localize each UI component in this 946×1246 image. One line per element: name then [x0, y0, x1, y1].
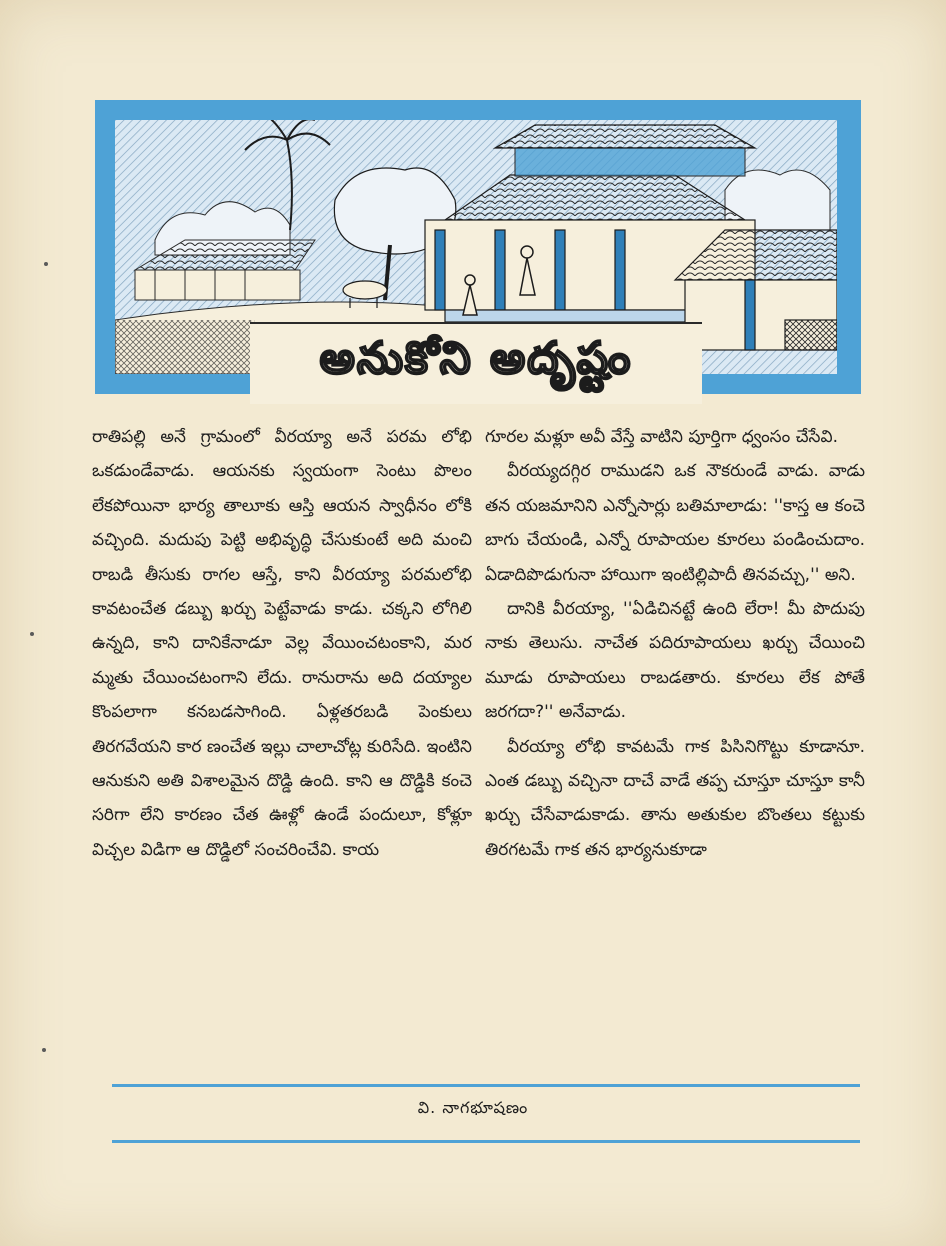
footer-rule-bottom: [112, 1140, 860, 1143]
paragraph: రాతిపల్లి అనే గ్రామంలో వీరయ్యా అనే పరమ లోభి ఒకడుండేవాడు. ఆయనకు స్వయంగా సెంటు పొలం లేకపోయినా భార్య తాలూకు ఆస్తి ఆయన స్వాధీనం లోకి వచ్చింది. మదుపు పెట్టి అభివృద్ధి చేసుకుంటే అది మంచి రాబడి తీసుకు రాగల ఆస్తే, కాని వీరయ్యా పరమలోభి కావటంచేత డబ్బు ఖర్చు పెట్టేవాడు కాడు. చక్కని లోగిలి ఉన్నది, కాని దానికేనాడూ వెల్ల వేయించటంకాని, మర మ్మతు చేయించటంగాని లేదు. రానురాను అది దయ్యాల కొంపలాగా కనబడసాగింది. ఏళ్లతరబడి పెంకులు తిరగవేయని కార ణంచేత ఇల్లు చాలాచోట్ల కురిసేది. ఇంటిని ఆనుకుని అతి విశాలమైన దొడ్డి ఉంది. కాని ఆ దొడ్డికి కంచె సరిగా లేని కారణం చేత ఊళ్లో ఉండే పందులూ, కోళ్లూ విచ్చల విడిగా ఆ దొడ్డిలో సంచరించేవి. కాయ: [92, 427, 472, 860]
paragraph: గూరల మళ్లూ అవీ వేస్తే వాటిని పూర్తిగా ధ్వంసం చేసేవి.: [485, 427, 838, 447]
story-title-box: [250, 322, 702, 404]
margin-speck: [30, 632, 34, 636]
paragraph: దానికి వీరయ్యా, ''ఏడిచినట్టే ఉంది లేరా! మీ పొదుపు నాకు తెలుసు. నాచేత పదిరూపాయలు ఖర్చు చేయించి మూడు రూపాయలు రాబడతారు. కూరలు లేక పోతే జరగదా?'' అనేవాడు.: [485, 599, 865, 723]
text-column-left: [92, 420, 472, 867]
margin-speck: [44, 262, 48, 266]
paragraph: వీరయ్యదగ్గిర రాముడని ఒక నౌకరుండే వాడు. వాడు తన యజమానిని ఎన్నోసార్లు బతిమాలాడు: ''కాస్త ఆ కంచె బాగు చేయండి, ఎన్నో రూపాయల కూరలు పండించుదాం. ఏడాదిపొడుగునా హాయిగా ఇంటిల్లిపాదీ తినవచ్చు,'' అని.: [485, 461, 865, 585]
author-name: వి. నాగభూషణం: [417, 1098, 529, 1117]
text-column-right: [485, 420, 865, 867]
margin-speck: [42, 1048, 46, 1052]
footer-rule-top: [112, 1084, 860, 1087]
story-title: అనుకోని అదృష్టం: [319, 333, 633, 384]
paragraph: వీరయ్యా లోభి కావటమే గాక పిసినిగొట్టు కూడానూ. ఎంత డబ్బు వచ్చినా దాచే వాడే తప్ప చూస్తూ చూస్తూ కానీ ఖర్చు చేసేవాడుకాడు. తాను అతుకుల బొంతలు కట్టుకు తిరగటమే గాక తన భార్యనుకూడా: [485, 736, 865, 860]
